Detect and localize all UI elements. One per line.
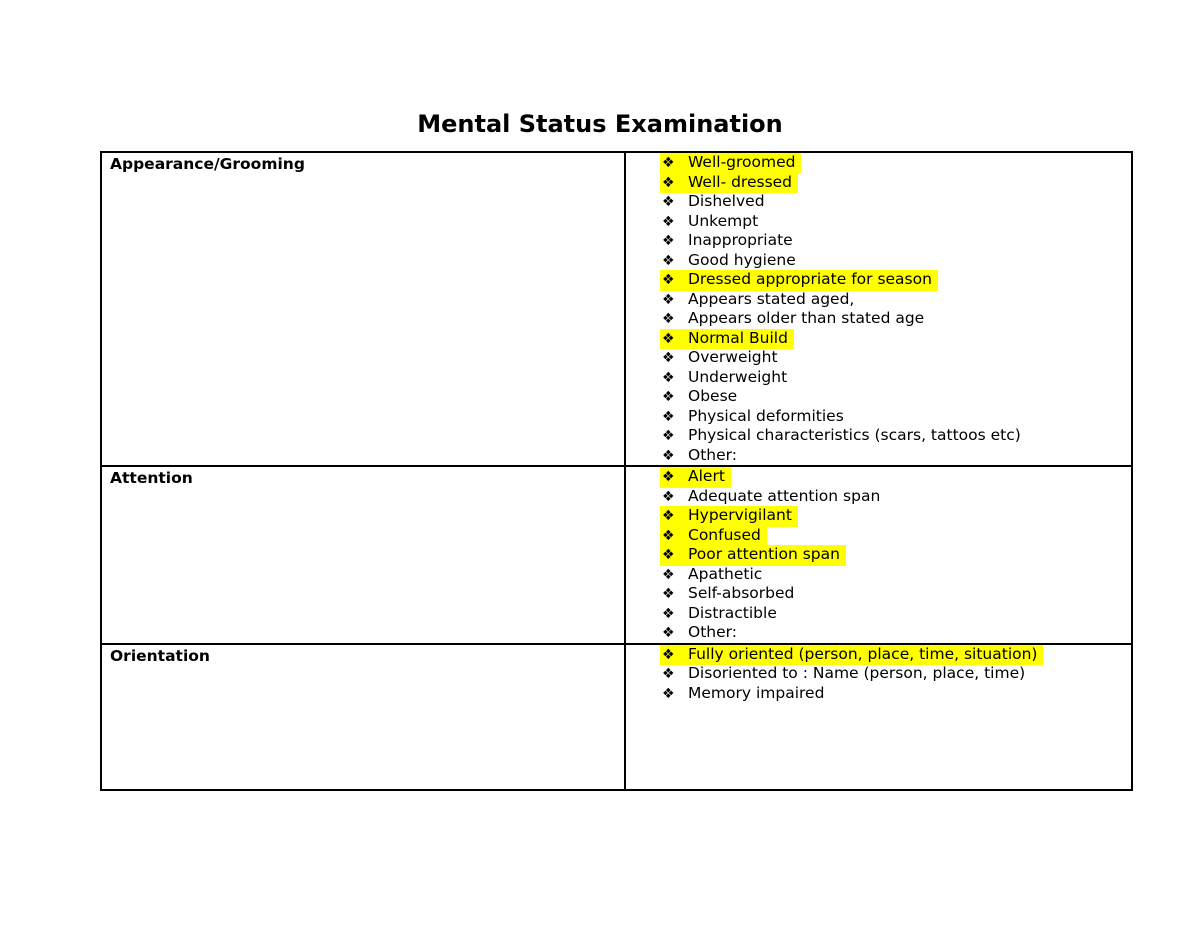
list-item xyxy=(660,192,1131,212)
highlighted-option xyxy=(660,467,731,488)
list-item xyxy=(660,407,1131,427)
list-item xyxy=(660,231,1131,251)
option-text: Dressed appropriate for season xyxy=(688,270,932,288)
diamond-bullet-icon: ❖ xyxy=(662,252,675,269)
option-text: Hypervigilant xyxy=(688,506,792,524)
option-text: Appears stated aged, xyxy=(688,289,855,308)
section-label: Attention xyxy=(101,466,625,644)
list-item xyxy=(660,290,1131,310)
section-options xyxy=(625,466,1132,644)
list-item xyxy=(660,368,1131,388)
option xyxy=(660,192,771,213)
list-item xyxy=(660,604,1131,624)
option xyxy=(660,212,764,233)
diamond-bullet-icon: ❖ xyxy=(662,272,675,288)
list-item xyxy=(660,565,1131,585)
diamond-bullet-icon: ❖ xyxy=(662,666,675,682)
option xyxy=(660,604,783,625)
highlighted-option xyxy=(660,173,798,194)
list-item xyxy=(660,387,1131,407)
option-text: Physical characteristics (scars, tattoos etc) xyxy=(688,426,1021,444)
section-label: Appearance/Grooming xyxy=(101,152,625,466)
option-list xyxy=(626,153,1131,465)
diamond-bullet-icon: ❖ xyxy=(662,685,675,702)
diamond-bullet-icon: ❖ xyxy=(662,566,675,583)
option-text: Dishelved xyxy=(688,192,765,210)
list-item xyxy=(660,584,1131,604)
diamond-bullet-icon: ❖ xyxy=(662,447,675,464)
option xyxy=(660,387,743,408)
diamond-bullet-icon: ❖ xyxy=(662,428,675,444)
highlighted-option xyxy=(660,153,801,174)
option-text: Good hygiene xyxy=(688,250,796,269)
diamond-bullet-icon: ❖ xyxy=(662,547,675,563)
option-text: Well-groomed xyxy=(688,153,796,171)
option-text: Physical deformities xyxy=(688,406,844,425)
diamond-bullet-icon: ❖ xyxy=(662,155,675,171)
mental-status-table xyxy=(100,151,1133,791)
list-item xyxy=(660,487,1131,507)
list-item xyxy=(660,153,1131,173)
option-text: Overweight xyxy=(688,348,778,366)
highlighted-option xyxy=(660,270,938,291)
diamond-bullet-icon: ❖ xyxy=(662,586,675,602)
option xyxy=(660,368,793,389)
highlighted-option xyxy=(660,329,794,350)
list-item xyxy=(660,173,1131,193)
list-item xyxy=(660,467,1131,487)
diamond-bullet-icon: ❖ xyxy=(662,311,675,327)
section-options xyxy=(625,152,1132,466)
option xyxy=(660,426,1027,447)
section-row-appearance xyxy=(101,152,1132,466)
list-item xyxy=(660,545,1131,565)
diamond-bullet-icon: ❖ xyxy=(662,625,675,641)
diamond-bullet-icon: ❖ xyxy=(662,291,675,308)
list-item xyxy=(660,212,1131,232)
option-list xyxy=(626,467,1131,643)
diamond-bullet-icon: ❖ xyxy=(662,408,675,425)
list-item xyxy=(660,506,1131,526)
diamond-bullet-icon: ❖ xyxy=(662,646,675,663)
highlighted-option xyxy=(660,506,798,527)
option xyxy=(660,309,930,330)
section-row-orientation xyxy=(101,644,1132,790)
diamond-bullet-icon: ❖ xyxy=(662,508,675,524)
highlighted-option xyxy=(660,545,846,566)
list-item xyxy=(660,426,1131,446)
option-text: Well- dressed xyxy=(688,172,793,191)
option xyxy=(660,623,743,644)
diamond-bullet-icon: ❖ xyxy=(662,350,675,366)
section-row-attention xyxy=(101,466,1132,644)
option-text: Alert xyxy=(688,467,725,485)
option xyxy=(660,251,802,272)
option-text: Memory impaired xyxy=(688,683,825,702)
option xyxy=(660,290,860,311)
option-text: Fully oriented (person, place, time, situation) xyxy=(688,644,1038,663)
diamond-bullet-icon: ❖ xyxy=(662,605,675,622)
option-text: Confused xyxy=(688,525,761,544)
option-text: Self-absorbed xyxy=(688,584,795,602)
option xyxy=(660,348,784,369)
section-options xyxy=(625,644,1132,790)
option-text: Disoriented to : Name (person, place, time) xyxy=(688,664,1026,682)
list-item xyxy=(660,251,1131,271)
option xyxy=(660,407,850,428)
list-item xyxy=(660,684,1131,704)
option xyxy=(660,487,886,508)
option-text: Distractible xyxy=(688,603,777,622)
diamond-bullet-icon: ❖ xyxy=(662,330,675,347)
option-text: Underweight xyxy=(688,367,788,386)
highlighted-option xyxy=(660,645,1043,666)
option xyxy=(660,664,1031,685)
diamond-bullet-icon: ❖ xyxy=(662,194,675,210)
list-item xyxy=(660,309,1131,329)
option-text: Adequate attention span xyxy=(688,486,881,505)
option-text: Inappropriate xyxy=(688,231,793,249)
section-label: Orientation xyxy=(101,644,625,790)
diamond-bullet-icon: ❖ xyxy=(662,469,675,485)
option xyxy=(660,584,800,605)
diamond-bullet-icon: ❖ xyxy=(662,527,675,544)
option-text: Other: xyxy=(688,445,737,464)
list-item xyxy=(660,446,1131,466)
list-item xyxy=(660,664,1131,684)
option-text: Apathetic xyxy=(688,564,763,583)
option xyxy=(660,565,768,586)
diamond-bullet-icon: ❖ xyxy=(662,174,675,191)
list-item xyxy=(660,623,1131,643)
list-item xyxy=(660,329,1131,349)
option-text: Appears older than stated age xyxy=(688,309,925,327)
option-text: Unkempt xyxy=(688,211,759,230)
option-text: Normal Build xyxy=(688,328,788,347)
diamond-bullet-icon: ❖ xyxy=(662,213,675,230)
diamond-bullet-icon: ❖ xyxy=(662,369,675,386)
option xyxy=(660,231,799,252)
option-list xyxy=(626,645,1131,704)
list-item xyxy=(660,645,1131,665)
option-text: Obese xyxy=(688,387,738,405)
option xyxy=(660,684,830,705)
option xyxy=(660,446,743,467)
highlighted-option xyxy=(660,526,767,547)
list-item xyxy=(660,348,1131,368)
list-item xyxy=(660,270,1131,290)
option-text: Poor attention span xyxy=(688,545,840,563)
page-title: Mental Status Examination xyxy=(417,110,783,138)
list-item xyxy=(660,526,1131,546)
diamond-bullet-icon: ❖ xyxy=(662,233,675,249)
diamond-bullet-icon: ❖ xyxy=(662,488,675,505)
diamond-bullet-icon: ❖ xyxy=(662,389,675,405)
option-text: Other: xyxy=(688,623,737,641)
